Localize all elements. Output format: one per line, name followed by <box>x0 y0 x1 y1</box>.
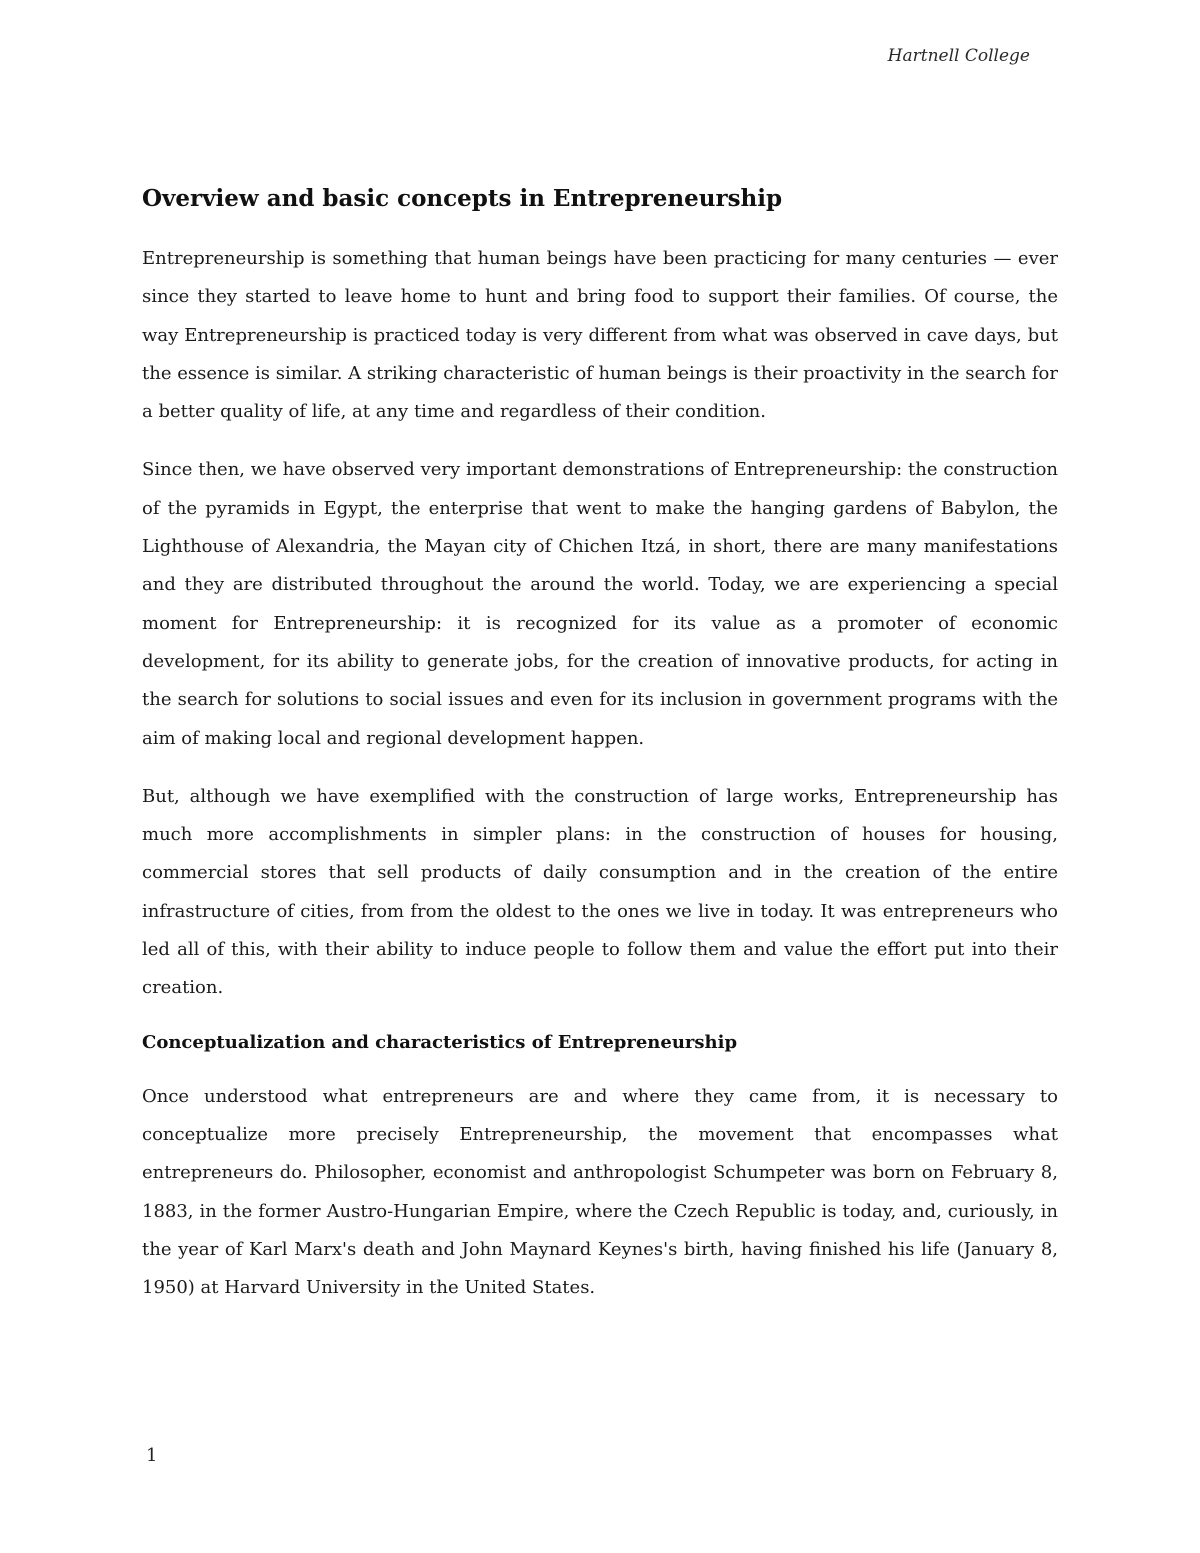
paragraph-conceptualization: Once understood what entrepreneurs are and where they came from, it is necessary to conceptualize more precisely Entrepreneurship, the movement that encompasses what entrepreneurs do. Philosopher, economist and anthropologist Schumpeter was born on February 8, 1883, in the former Austro-Hungarian Empire, where the Czech Republic is today, and, curiously, in the year of Karl Marx's death and John Maynard Keynes's birth, having finished his life (January 8, 1950) at Harvard University in the United States. <box>142 1085 1058 1299</box>
page-number: 1 <box>146 1445 158 1466</box>
section-title: Conceptualization and characteristics of Entrepreneurship <box>142 1031 738 1053</box>
header-institution: Hartnell College <box>887 46 1030 66</box>
paragraph-accomplishments: But, although we have exemplified with the construction of large works, Entrepreneurship has much more accomplishments in simpler plans: in the construction of houses for housing, commercial stores that sell products of daily consumption and in the creation of the entire infrastructure of cities, from from the oldest to the ones we live in today. It was entrepreneurs who led all of this, with their ability to induce people to follow them and value the effort put into their creation. <box>142 785 1058 999</box>
document-body <box>142 182 1058 1327</box>
paragraph-intro: Entrepreneurship is something that human beings have been practicing for many centuries — ever since they started to leave home to hunt and bring food to support their families. Of course, the way Entrepreneurship is practiced today is very different from what was observed in cave days, but the essence is similar. A striking characteristic of human beings is their proactivity in the search for a better quality of life, at any time and regardless of their condition. <box>142 248 1058 423</box>
paragraph-history: Since then, we have observed very important demonstrations of Entrepreneurship: the construction of the pyramids in Egypt, the enterprise that went to make the hanging gardens of Babylon, the Lighthouse of Alexandria, the Mayan city of Chichen Itzá, in short, there are many manifestations and they are distributed throughout the around the world. Today, we are experiencing a special moment for Entrepreneurship: it is recognized for its value as a promoter of economic development, for its ability to generate jobs, for the creation of innovative products, for acting in the search for solutions to social issues and even for its inclusion in government programs with the aim of making local and regional development happen. <box>142 459 1058 749</box>
document-title: Overview and basic concepts in Entrepreneurship <box>142 185 783 212</box>
